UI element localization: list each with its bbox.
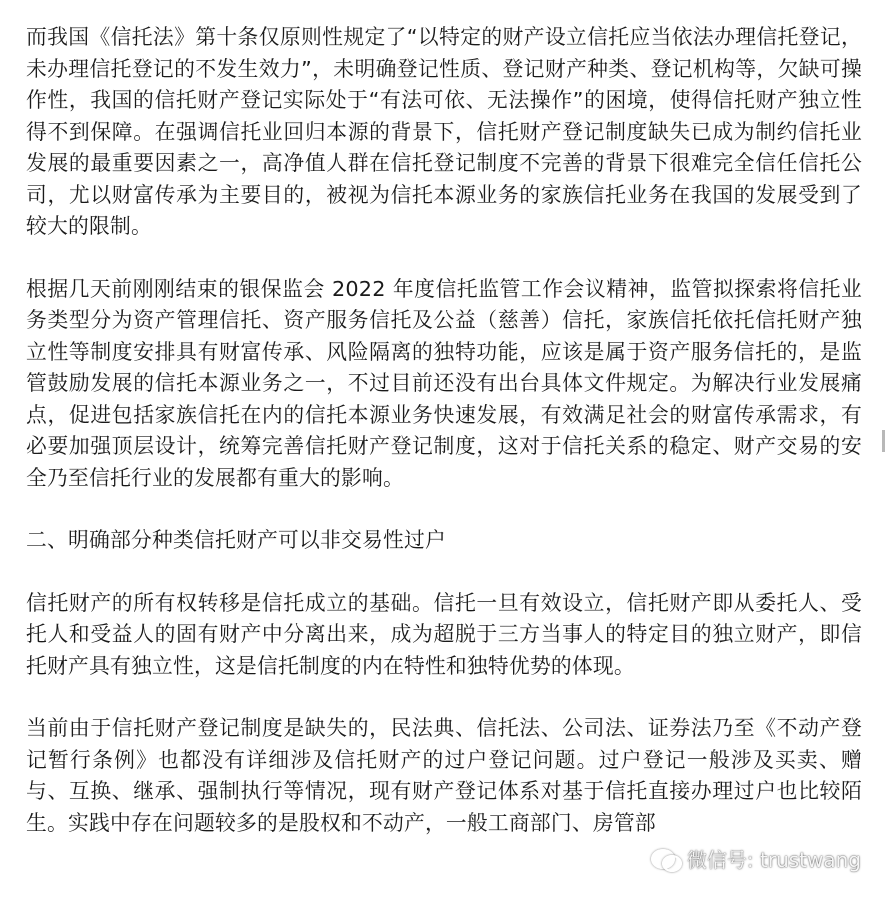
wechat-icon [651,847,681,871]
watermark-text: 微信号: trustwang [686,848,861,872]
wechat-watermark [651,844,861,873]
paragraph-1: 而我国《信托法》第十条仅原则性规定了“以特定的财产设立信托应当依法办理信托登记，未办理信托登记的不发生效力”，未明确登记性质、登记财产种类、登记机构等，欠缺可操作性，我国的信托财产登记实际处于“有法可依、无法操作”的困境，使得信托财产独立性得不到保障。在强调信托业回归本源的背景下，信托财产登记制度缺失已成为制约信托业发展的最重要因素之一，高净值人群在信托登记制度不完善的背景下很难完全信任信托公司，尤以财富传承为主要目的，被视为信托本源业务的家族信托业务在我国的发展受到了较大的限制。 [26,25,862,238]
paragraph-4: 当前由于信托财产登记制度是缺失的，民法典、信托法、公司法、证券法乃至《不动产登记暂行条例》也都没有详细涉及信托财产的过户登记问题。过户登记一般涉及买卖、赠与、互换、继承、强制执行等情况，现有财产登记体系对基于信托直接办理过户也比较陌生。实践中存在问题较多的是股权和不动产，一般工商部门、房管部 [26,716,862,835]
paragraph-2: 根据几天前刚刚结束的银保监会 2022 年度信托监管工作会议精神，监管拟探索将信托业务类型分为资产管理信托、资产服务信托及公益（慈善）信托，家族信托依托信托财产独立性等制度安排具有财富传承、风险隔离的独特功能，应该是属于资产服务信托的，是监管鼓励发展的信托本源业务之一，不过目前还没有出台具体文件规定。为解决行业发展痛点，促进包括家族信托在内的信托本源业务快速发展，有效满足社会的财富传承需求，有必要加强顶层设计，统筹完善信托财产登记制度，这对于信托关系的稳定、财产交易的安全乃至信托行业的发展都有重大的影响。 [26,276,862,490]
paragraph-3: 信托财产的所有权转移是信托成立的基础。信托一旦有效设立，信托财产即从委托人、受托人和受益人的固有财产中分离出来，成为超脱于三方当事人的特定目的独立财产，即信托财产具有独立性，这是信托制度的内在特性和独特优势的体现。 [26,590,862,678]
article-body [26,22,862,839]
section-heading: 二、明确部分种类信托财产可以非交易性过户 [26,528,446,552]
